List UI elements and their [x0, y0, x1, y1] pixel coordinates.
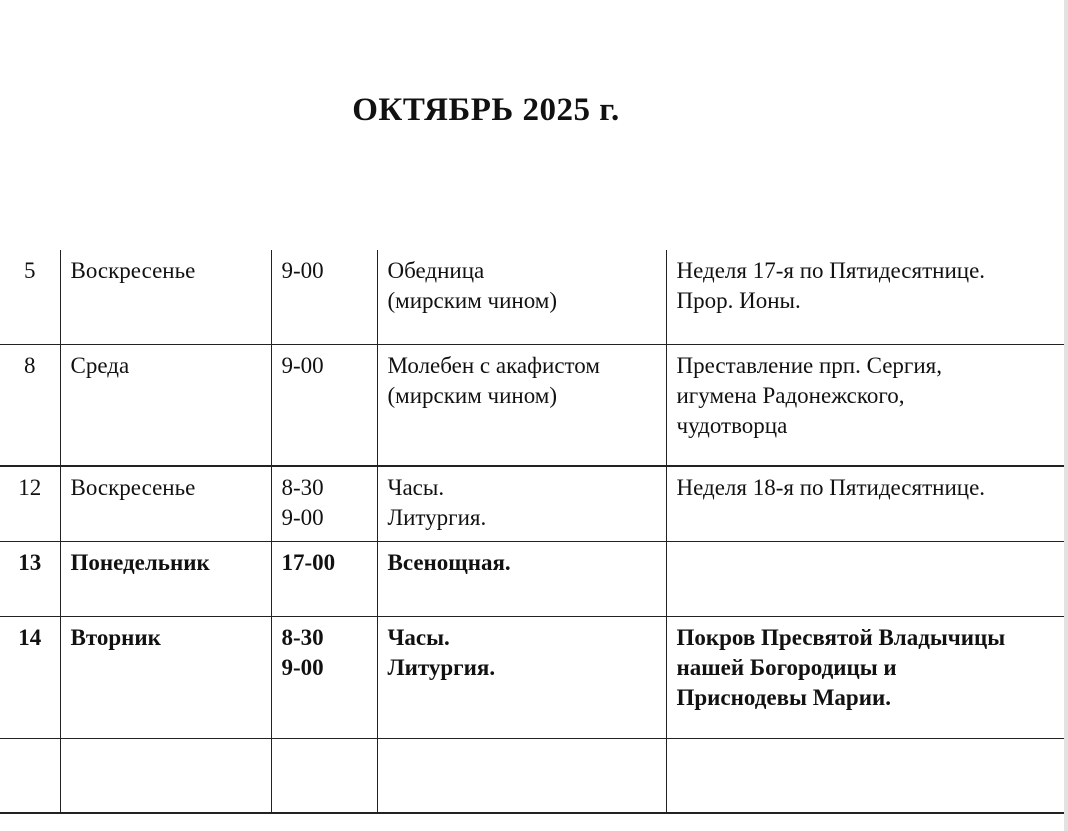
page-title: ОКТЯБРЬ 2025 г. [352, 92, 620, 128]
occasion-cell: Преставление прп. Сергия, игумена Радонежского, чудотворца [666, 344, 1066, 466]
schedule-table [0, 250, 1066, 814]
service-cell: Обедница (мирским чином) [377, 250, 666, 344]
day-cell: 13 [0, 541, 60, 616]
time-cell: 9-00 [271, 344, 377, 466]
service-cell: Часы. Литургия. [377, 466, 666, 541]
table-row [0, 616, 1066, 738]
weekday-cell: Воскресенье [60, 250, 271, 344]
table-row [0, 466, 1066, 541]
occasion-cell [666, 541, 1066, 616]
time-cell: 8-30 9-00 [271, 466, 377, 541]
service-cell: Часы. Литургия. [377, 616, 666, 738]
occasion-cell: Неделя 18-я по Пятидесятнице. [666, 466, 1066, 541]
day-cell: 8 [0, 344, 60, 466]
service-cell [377, 738, 666, 813]
day-cell: 14 [0, 616, 60, 738]
table-row [0, 250, 1066, 344]
time-cell [271, 738, 377, 813]
day-cell [0, 738, 60, 813]
time-cell: 8-30 9-00 [271, 616, 377, 738]
weekday-cell: Вторник [60, 616, 271, 738]
time-cell: 17-00 [271, 541, 377, 616]
occasion-cell [666, 738, 1066, 813]
time-cell: 9-00 [271, 250, 377, 344]
day-cell: 12 [0, 466, 60, 541]
weekday-cell: Среда [60, 344, 271, 466]
page-edge [1064, 0, 1068, 831]
table-row [0, 541, 1066, 616]
weekday-cell: Воскресенье [60, 466, 271, 541]
occasion-cell: Неделя 17-я по Пятидесятнице. Прор. Ионы. [666, 250, 1066, 344]
table-row-empty [0, 738, 1066, 813]
table-row [0, 344, 1066, 466]
occasion-cell: Покров Пресвятой Владычицы нашей Богородицы и Приснодевы Марии. [666, 616, 1066, 738]
weekday-cell: Понедельник [60, 541, 271, 616]
service-cell: Всенощная. [377, 541, 666, 616]
service-cell: Молебен с акафистом (мирским чином) [377, 344, 666, 466]
weekday-cell [60, 738, 271, 813]
day-cell: 5 [0, 250, 60, 344]
